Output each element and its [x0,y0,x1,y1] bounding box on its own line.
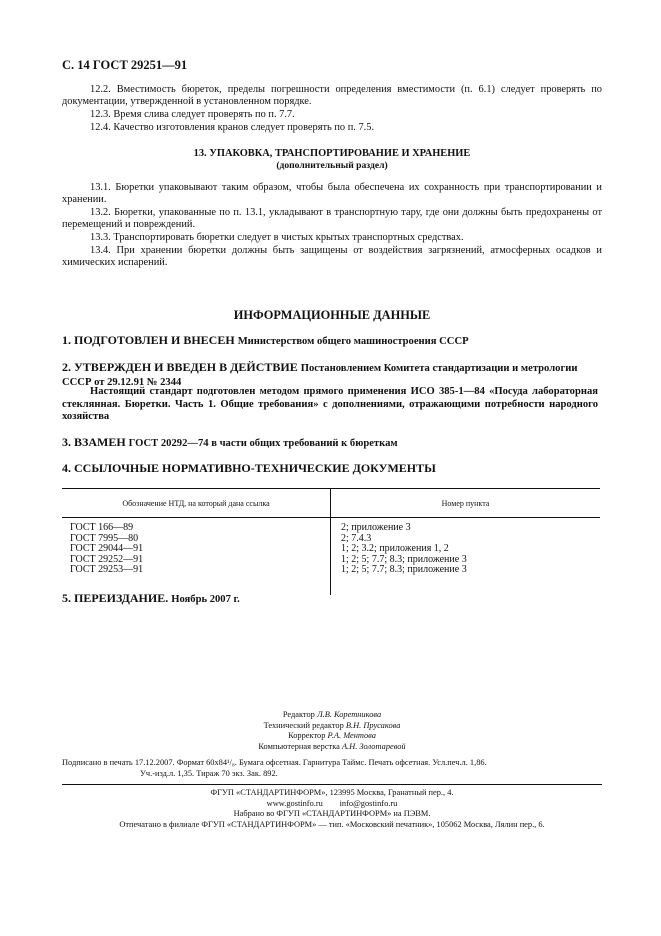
table-cell-items: 2; 7.4.3 [341,532,372,544]
paragraph-13-3: 13.3. Транспортировать бюретки следует в чистых крытых транспортных средствах. [90,232,464,243]
table-cell-items: 1; 2; 5; 7.7; 8.3; приложение 3 [341,564,467,576]
print-info-line-2: Уч.-изд.л. 1,35. Тираж 70 экз. Зак. 892. [140,768,278,778]
info-item-5-text: Ноябрь 2007 г. [171,594,240,605]
section-13-heading [62,148,602,172]
info-item-2 [62,361,602,389]
section-13-title: 13. УПАКОВКА, ТРАНСПОРТИРОВАНИЕ И ХРАНЕНИЕ [193,148,471,159]
info-item-2-note: Настоящий стандарт подготовлен методом прямого применения ИСО 385-1—84 «Посуда лабораторная стеклянная. Бюретки. Часть 1. Общие требования» с дополнениями, отражающими потребности народного хозяйства [62,386,598,423]
table-cell-doc: ГОСТ 7995—80 [70,532,139,544]
info-item-1-head: 1. ПОДГОТОВЛЕН И ВНЕСЕН [62,333,235,347]
corrector-line [62,731,602,742]
paragraph-13-1: 13.1. Бюретки упаковывают таким образом, чтобы была обеспечена их сохранность при транспортировании и хранении. [62,182,602,206]
info-item-1-text: Министерством общего машиностроения СССР [237,336,469,347]
info-item-5 [62,592,602,606]
tech-editor-line [62,721,602,732]
divider-rule [62,784,602,785]
info-item-3 [62,436,602,450]
print-info-line-1: Подписано в печать 17.12.2007. Формат 60х84¹/₈. Бумага офсетная. Гарнитура Таймс. Печать офсетная. Усл.печ.л. 1,86. [62,758,487,767]
layout-name: А.Н. Золотаревой [341,741,406,751]
table-cell-items: 1; 2; 5; 7.7; 8.3; приложение 3 [341,553,467,565]
table-cell-items: 2; приложение 3 [341,522,411,533]
paragraph-12-3: 12.3. Время слива следует проверять по п. 7.7. [90,109,295,120]
publisher-line-3: Набрано во ФГУП «СТАНДАРТИНФОРМ» на ПЭВМ. [233,809,431,819]
corrector-label: Корректор [288,731,326,741]
publisher-line-2: www.gostinfo.ru info@gostinfo.ru [266,798,398,808]
tech-editor-name: В.Н. Прусакова [345,720,401,730]
tech-editor-label: Технический редактор [263,720,344,730]
table-cell-doc: ГОСТ 29252—91 [70,553,144,565]
table-cell-items: 1; 2; 3.2; приложения 1, 2 [341,543,449,555]
info-title: ИНФОРМАЦИОННЫЕ ДАННЫЕ [233,308,431,322]
publisher-info [62,788,602,830]
layout-label: Компьютерная верстка [258,741,340,751]
editor-line [62,710,602,721]
info-item-2-text: Постановлением Комитета стандартизации и метрологии СССР от 29.12.91 № 2344 [62,363,578,388]
table-header-row [62,489,600,518]
reference-table [62,488,600,595]
layout-line [62,742,602,753]
print-info [62,758,602,779]
table-header-doc: Обозначение НТД, на который дана ссылка [62,489,331,518]
table-items-column [331,518,601,596]
info-item-2-head: 2. УТВЕРЖДЕН И ВВЕДЕН В ДЕЙСТВИЕ [62,360,298,374]
page-header: С. 14 ГОСТ 29251—91 [62,58,188,72]
editor-label: Редактор [282,710,315,719]
corrector-name: Р.А. Ментова [327,731,376,741]
info-item-1 [62,334,602,348]
info-item-3-text: ГОСТ 20292—74 в части общих требований к бюреткам [128,438,398,449]
paragraph-12-2: 12.2. Вместимость бюреток, пределы погрешности определения вместимости (п. 6.1) следует проверять по документации, утвержденной в установленном порядке. [62,84,602,108]
publisher-line-1: ФГУП «СТАНДАРТИНФОРМ», 123995 Москва, Гранатный пер., 4. [210,788,454,797]
credits-block [62,710,602,752]
table-cell-doc: ГОСТ 29044—91 [70,543,144,555]
table-cell-doc: ГОСТ 166—89 [70,522,134,533]
paragraph-13-4: 13.4. При хранении бюретки должны быть защищены от воздействия загрязнений, атмосферных осадков и химических испарений. [62,245,602,269]
editor-name: Л.В. Коретникова [316,710,382,719]
info-item-5-head: 5. ПЕРЕИЗДАНИЕ. [62,591,169,605]
table-body-row [62,518,600,596]
section-13-subtitle: (дополнительный раздел) [276,160,388,171]
info-item-4-head: 4. ССЫЛОЧНЫЕ НОРМАТИВНО-ТЕХНИЧЕСКИЕ ДОКУМЕНТЫ [62,461,436,475]
publisher-line-4: Отпечатано в филиале ФГУП «СТАНДАРТИНФОРМ» — тип. «Московский печатник», 105062 Москва, Лялин пер., 6. [119,819,545,829]
info-item-3-head: 3. ВЗАМЕН [62,435,126,449]
table-header-items: Номер пункта [331,489,601,518]
table-doc-column [62,518,331,596]
paragraph-12-4: 12.4. Качество изготовления кранов следует проверять по п. 7.5. [90,122,375,133]
paragraph-13-2: 13.2. Бюретки, упакованные по п. 13.1, укладывают в транспортную тару, где они должны быть предохранены от перемещений и повреждений. [62,207,602,231]
table-cell-doc: ГОСТ 29253—91 [70,564,144,576]
